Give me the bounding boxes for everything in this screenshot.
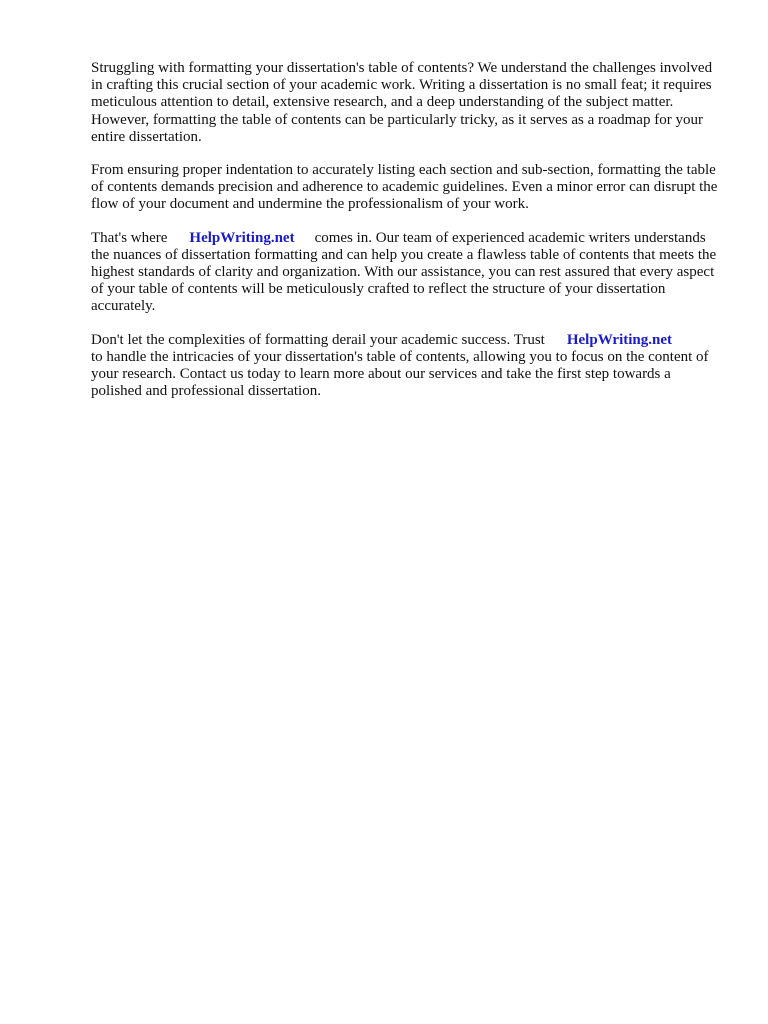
document-page — [91, 60, 721, 416]
paragraph-service — [91, 230, 721, 316]
paragraph-formatting: From ensuring proper indentation to accurately listing each section and sub-section, formatting the table of contents demands precision and adherence to academic guidelines. Even a minor error can disrupt the flow of your document and undermine the professionalism of your work. — [91, 162, 718, 213]
paragraph-intro: Struggling with formatting your dissertation's table of contents? We understand the challenges involved in crafting this crucial section of your academic work. Writing a dissertation is no small feat; it requires meticulous attention to detail, extensive research, and a deep understanding of the subject matter. However, formatting the table of contents can be particularly tricky, as it serves as a roadmap for your entire dissertation. — [91, 60, 713, 145]
paragraph-service-lead: That's where — [91, 229, 168, 246]
helpwriting-link[interactable]: HelpWriting.net — [189, 229, 295, 246]
paragraph-closing-lead: Don't let the complexities of formatting derail your academic success. Trust — [91, 331, 545, 348]
paragraph-closing-body: to handle the intricacies of your dissertation's table of contents, allowing you to focus on the content of your research. Contact us today to learn more about our services and take the first step towards a polished and professional dissertation. — [91, 348, 709, 400]
paragraph-service-body: comes in. Our team of experienced academic writers understands the nuances of dissertation formatting and can help you create a flawless table of contents that meets the highest standards of clarity and organization. With our assistance, you can rest assured that every aspect of your table of contents will be meticulously crafted to reflect the structure of your dissertation accurately. — [91, 229, 717, 315]
helpwriting-link-closing[interactable]: HelpWriting.net — [566, 331, 672, 348]
paragraph-closing — [91, 332, 721, 401]
